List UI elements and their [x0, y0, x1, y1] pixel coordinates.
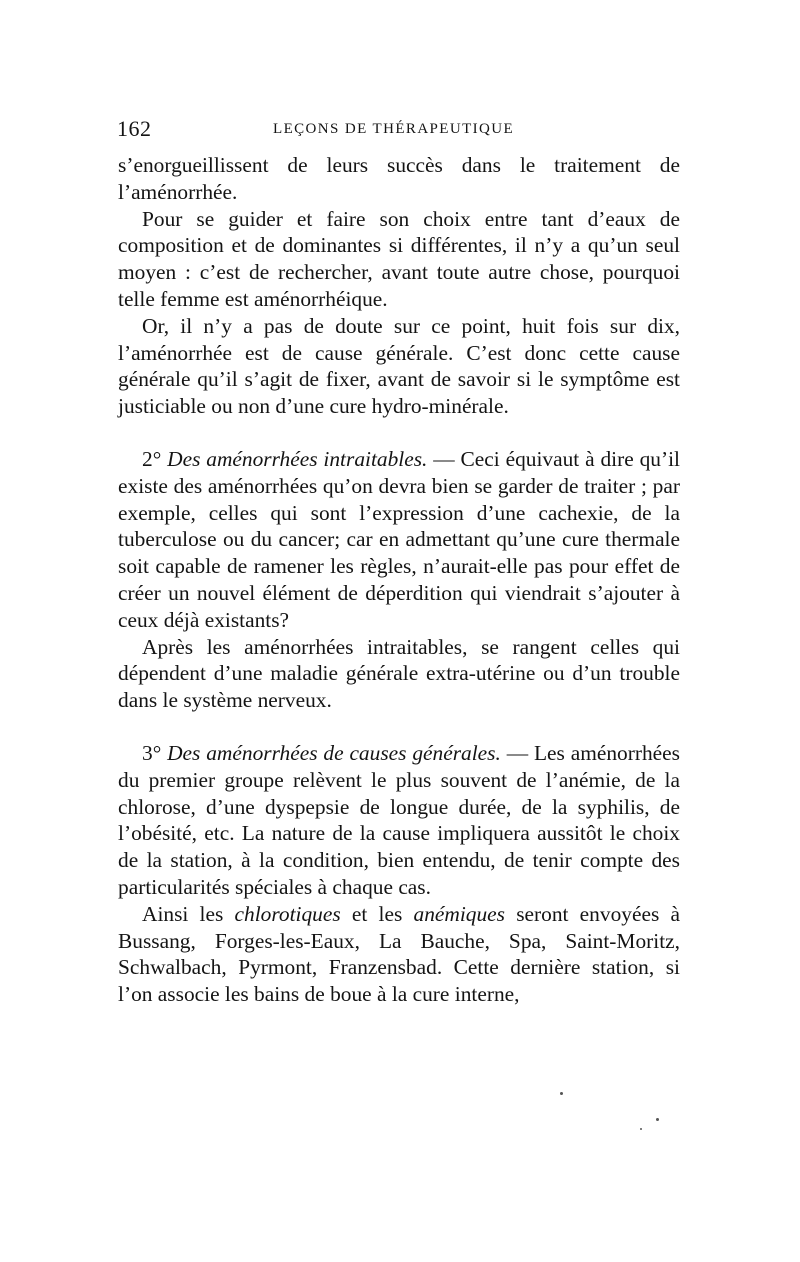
section-paragraph-2	[118, 446, 680, 634]
paragraph	[118, 634, 680, 714]
print-speck	[656, 1118, 659, 1121]
paragraph-mid: et les	[351, 901, 403, 926]
print-speck	[560, 1092, 563, 1095]
section-paragraph-3	[118, 740, 680, 901]
paragraph	[118, 206, 680, 313]
italic-term: chlorotiques	[234, 901, 341, 926]
paragraph-text: Or, il n’y a pas de doute sur ce point, huit fois sur dix, l’aménorrhée est de cause générale. C’est donc cette cause générale qu’il s’agit de fixer, avant de savoir si le symptôme est justiciable ou non d’une cure hydro-minérale.	[118, 313, 680, 419]
paragraph-text: s’enorgueillissent de leurs succès dans le traitement de l’aménorrhée.	[118, 153, 680, 204]
paragraph-continuation	[118, 152, 680, 206]
running-title: LEÇONS DE THÉRAPEUTIQUE	[273, 121, 515, 137]
section-number: 2°	[142, 446, 162, 471]
paragraph-text: Après les aménorrhées intraitables, se rangent celles qui dépendent d’une maladie générale extra-utérine ou d’un trouble dans le système nerveux.	[118, 634, 680, 713]
paragraph-lead: Ainsi les	[142, 901, 224, 926]
paragraph	[118, 901, 680, 1008]
paragraph-text: seront envoyées à Bussang, Forges-les-Eaux, La Bauche, Spa, Saint-Moritz, Schwalbach, Pyrmont, Franzensbad. Cette dernière station, si l’on associe les bains de boue à la cure interne,	[118, 901, 680, 1007]
print-speck	[640, 1128, 642, 1130]
page-header	[117, 116, 680, 146]
paragraph-text: — Les aménorrhées du premier groupe relèvent le plus souvent de l’anémie, de la chlorose, d’une dyspepsie de longue durée, de la syphilis, de l’obésité, etc. La nature de la cause impliquera aussitôt le choix de la station, à la condition, bien entendu, de tenir compte des particularités spéciales à chaque cas.	[118, 740, 680, 899]
section-heading: Des aménorrhées de causes générales.	[167, 740, 501, 765]
paragraph-text: — Ceci équivaut à dire qu’il existe des aménorrhées qu’on devra bien se garder de traiter ; par exemple, celles qui sont l’expression d’une cachexie, de la tuberculose ou du cancer; car en admettant qu’une cure thermale soit capable de ramener les règles, n’aurait-elle pas pour effet de créer un nouvel élément de déperdition qui viendrait s’ajouter à ceux déjà existants?	[118, 446, 680, 632]
body-text	[118, 152, 680, 1008]
page-number: 162	[117, 116, 152, 141]
paragraph	[118, 313, 680, 420]
section-number: 3°	[142, 740, 162, 765]
section-heading: Des aménorrhées intraitables.	[167, 446, 428, 471]
paragraph-text: Pour se guider et faire son choix entre tant d’eaux de composition et de dominantes si différentes, il n’y a qu’un seul moyen : c’est de rechercher, avant toute autre chose, pourquoi telle femme est aménorrhéique.	[118, 206, 680, 311]
italic-term: anémiques	[413, 901, 505, 926]
